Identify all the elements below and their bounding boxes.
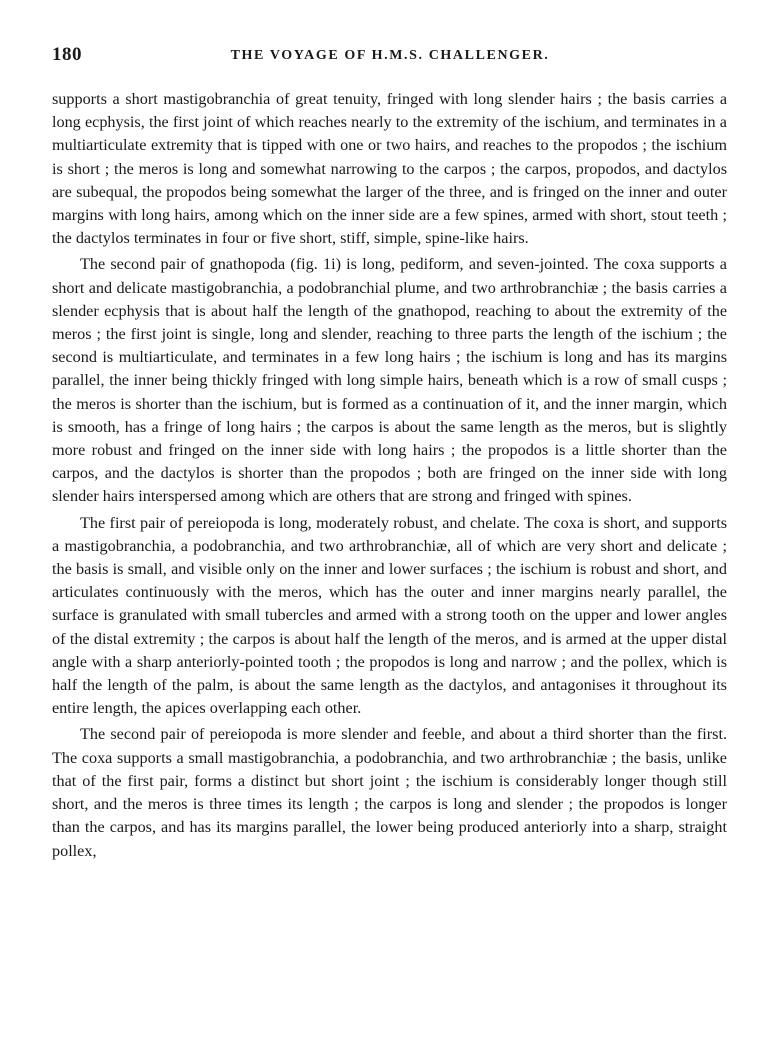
body-text: [52, 88, 727, 866]
paragraph-second-pereiopoda: The second pair of pereiopoda is more slender and feeble, and about a third shorter than the first. The coxa supports a small mastigobranchia, a podobranchia, and two arthrobranchiæ ; the basis, unlike that of the first pair, forms a distinct but short joint ; the ischium is considerably longer though still short, and the meros is three times its length ; the carpos is long and slender ; the propodos is longer than the carpos, and has its margins parallel, the lower being produced anteriorly into a sharp, straight pollex,: [52, 725, 727, 860]
paragraph-second-gnathopoda: The second pair of gnathopoda (fig. 1i) is long, pediform, and seven-jointed. The coxa supports a short and delicate mastigobranchia, a podobranchial plume, and two arthrobranchiæ ; the basis carries a slender ecphysis that is about half the length of the gnathopod, reaching to about the extremity of the meros ; the first joint is single, long and slender, reaching to three parts the length of the ischium ; the second is multiarticulate, and terminates in a few long hairs ; the ischium is long and has its margins parallel, the inner being thickly fringed with long simple hairs, beneath which is a row of small cusps ; the meros is shorter than the ischium, but is formed as a continuation of it, and the inner margin, which is smooth, has a fringe of long hairs ; the carpos is about the same length as the meros, but is slightly more robust and fringed on the inner side with long hairs ; the propodos is a little shorter than the carpos, and the dactylos is shorter than the propodos ; both are fringed on the inner side with long slender hairs interspersed among which are others that are strong and fringed with spines.: [52, 255, 727, 506]
paragraph-continued: supports a short mastigobranchia of great tenuity, fringed with long slender hairs ; the basis carries a long ecphysis, the first joint of which reaches nearly to the extremity of the ischium, and terminates in a multiarticulate extremity that is tipped with one or two hairs, and reaches to the propodos ; the ischium is short ; the meros is long and somewhat narrowing to the carpos ; the carpos, propodos, and dactylos are subequal, the propodos being somewhat the larger of the three, and is fringed on the inner and outer margins with long hairs, among which on the inner side are a few spines, armed with short, stout teeth ; the dactylos terminates in four or five short, stiff, simple, spine-like hairs.: [52, 90, 727, 248]
running-title: THE VOYAGE OF H.M.S. CHALLENGER.: [230, 48, 550, 63]
page-header: [52, 44, 728, 72]
paragraph-first-pereiopoda: The first pair of pereiopoda is long, moderately robust, and chelate. The coxa is short, and supports a mastigobranchia, a podobranchia, and two arthrobranchiæ, all of which are very short and delicate ; the basis is small, and visible only on the inner and lower surfaces ; the ischium is robust and short, and articulates continuously with the meros, which has the outer and inner margins nearly parallel, the surface is granulated with small tubercles and armed with a strong tooth on the upper and lower angles of the distal extremity ; the carpos is about half the length of the meros, and is armed at the upper distal angle with a sharp anteriorly-pointed tooth ; the propodos is long and narrow ; and the pollex, which is half the length of the palm, is about the same length as the dactylos, and antagonises it throughout its entire length, the apices overlapping each other.: [52, 513, 727, 718]
page-number: 180: [52, 44, 82, 65]
